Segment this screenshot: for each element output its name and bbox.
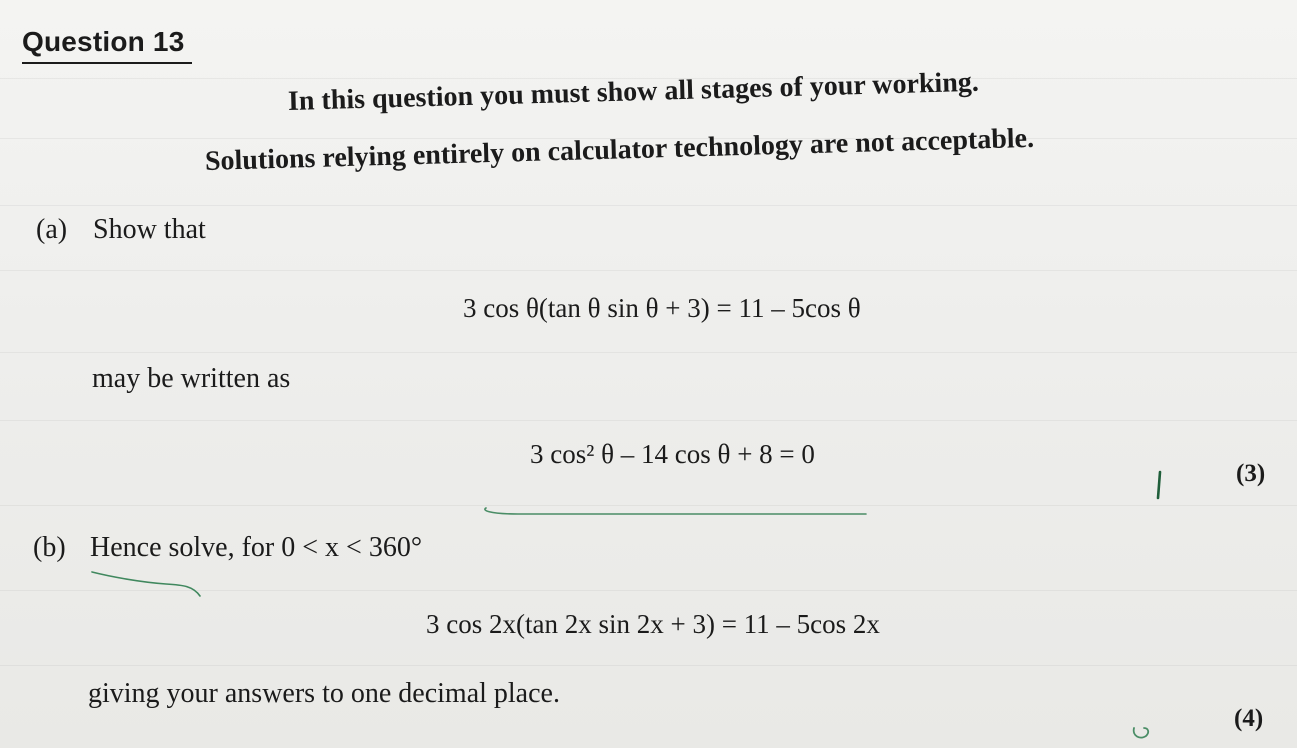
part-b-prompt: Hence solve, for 0 < x < 360° [90,532,423,563]
part-a-label: (a) [36,214,68,245]
pen-underline-annotation [478,496,873,522]
pen-tick-annotation [1152,468,1166,502]
part-b-marks: (4) [1234,705,1264,732]
paper-rule [0,420,1297,421]
part-a-prompt: Show that [93,214,206,245]
part-b-equation: 3 cos 2x(tan 2x sin 2x + 3) = 11 – 5cos 2x [426,609,880,639]
part-a-equation-1: 3 cos θ(tan θ sin θ + 3) = 11 – 5cos θ [463,293,861,323]
question-title-underline [22,62,192,64]
part-b-instruction: giving your answers to one decimal place. [88,678,560,709]
part-a-connector: may be written as [92,363,291,394]
pen-mark-annotation [1128,722,1154,744]
question-title: Question 13 [22,26,185,57]
pen-underline-annotation [88,562,208,602]
paper-rule [0,270,1297,271]
instruction-line-1: In this question you must show all stages of your working. [287,66,980,117]
instruction-line-2: Solutions relying entirely on calculator technology are not acceptable. [204,122,1035,177]
paper-rule [0,352,1297,353]
part-a-equation-2: 3 cos² θ – 14 cos θ + 8 = 0 [530,439,815,469]
part-b-label: (b) [33,532,66,563]
part-a-marks: (3) [1236,460,1266,487]
paper-rule [0,205,1297,206]
paper-rule [0,665,1297,666]
